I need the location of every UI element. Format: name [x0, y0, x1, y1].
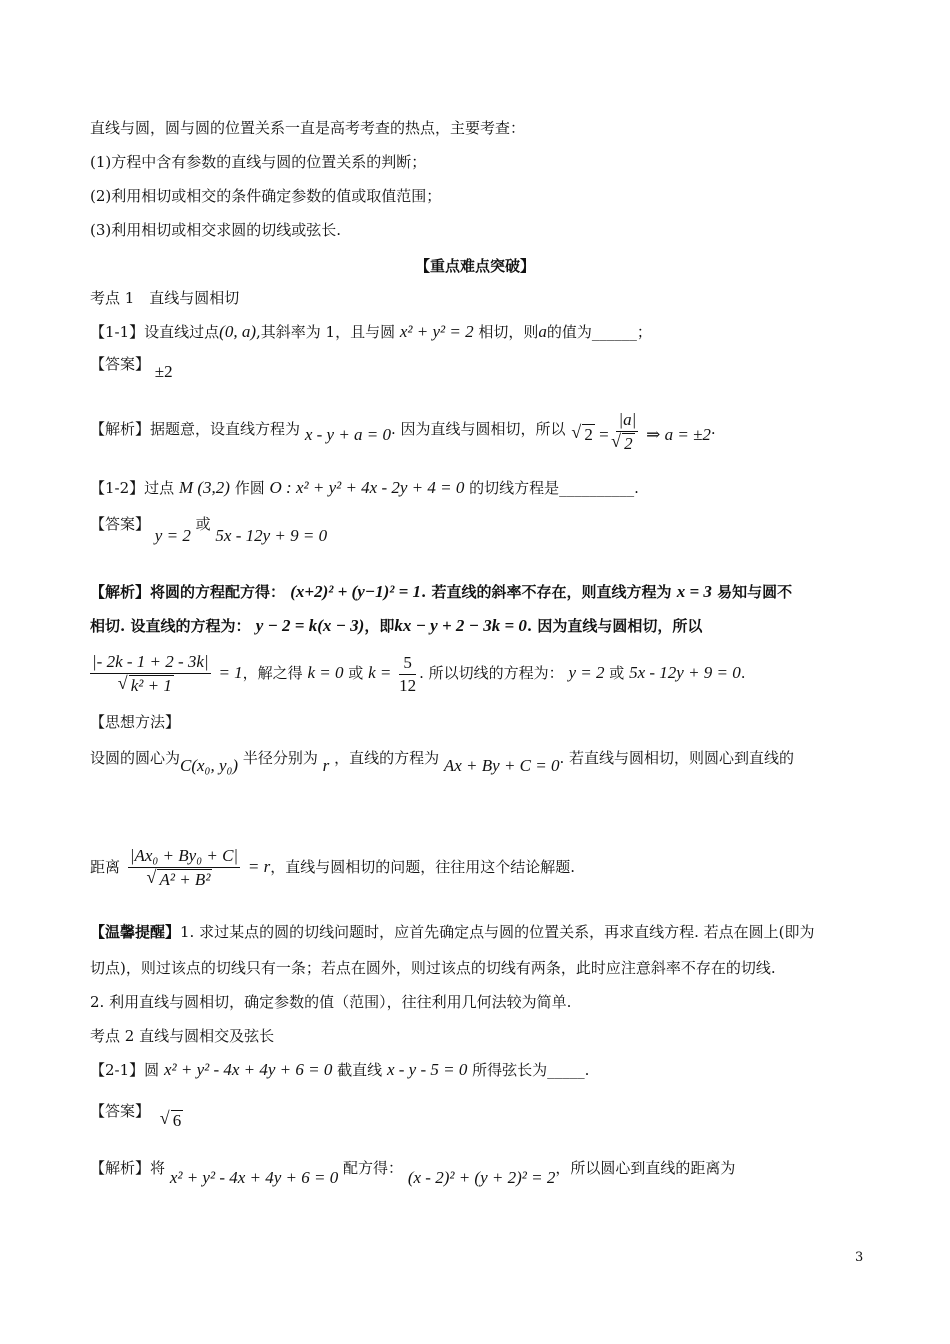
section-title: 【重点难点突破】 — [414, 257, 535, 275]
fraction: |a| √ 2 — [616, 410, 638, 454]
answer-1-2: 【答案】 y = 2 或 5x - 12y + 9 = 0 — [90, 515, 328, 545]
distance-formula: |Ax₀ + By₀ + C| √ A² + B² — [128, 846, 240, 890]
answer-sqrt: √ 6 — [171, 1110, 184, 1131]
question-1-2: 【1-2】过点 M (3,2) 作圆 O : x² + y² + 4x - 2y + 4 = 0 的切线方程是__________. — [90, 478, 639, 497]
answer-2-1: 【答案】 √ 6 — [90, 1100, 183, 1121]
answer-tag: 【答案】 — [90, 355, 151, 373]
explanation-1-2-line-2: 相切. 设直线的方程为： y − 2 = k(x − 3)，即kx − y + 2 − 3k = 0. 因为直线与圆相切，所以 — [90, 616, 703, 635]
explanation-1-2-line-1: 【解析】将圆的方程配方得： (x+2)² + (y−1)² = 1. 若直线的斜率不存在，则直线方程为 x = 3 易知与圆不 — [90, 582, 793, 601]
k-fraction: $\frac{5}{12}$ — [399, 652, 417, 695]
question-2-1: 【2-1】圆 x² + y² - 4x + 4y + 6 = 0 截直线 x - y - 5 = 0 所得弦长为_____. — [90, 1060, 590, 1079]
method-line-2: 距离 |Ax₀ + By₀ + C| √ A² + B² = r，直线与圆相切的问题，往往用这个结论解题. — [90, 846, 575, 890]
explanation-1-1: 【解析】据题意，设直线方程为 x - y + a = 0. 因为直线与圆相切，所以 √ 2 = |a| √ 2 ⇒ a = ±2. — [90, 408, 716, 452]
intro-line-4: (3)利用相切或相交求圆的切线或弦长. — [90, 221, 342, 239]
sqrt-2: √ 2 — [582, 424, 595, 445]
question-1-1: 【1-1】设直线过点(0, a),其斜率为 1，且与圆 x² + y² = 2 相切，则a的值为______； — [90, 322, 652, 341]
tip-line-2: 切点)，则过该点的切线只有一条；若点在圆外，则过该点的切线有两条，此时应注意斜率不存在的切线. — [90, 959, 776, 977]
topic-2-title: 考点 2 直线与圆相交及弦长 — [90, 1027, 275, 1045]
explanation-2-1: 【解析】将 x² + y² - 4x + 4y + 6 = 0 配方得： (x - 2)² + (y + 2)² = 2，所以圆心到直线的距离为 — [90, 1159, 736, 1187]
tip-line-1: 【温馨提醒】1. 求过某点的圆的切线问题时，应首先确定点与圆的位置关系，再求直线方程. 若点在圆上(即为 — [90, 923, 815, 941]
page-number: 3 — [855, 1250, 864, 1265]
answer-1-1: 【答案】 ±2 — [90, 355, 173, 381]
intro-line-3: (2)利用相切或相交的条件确定参数的值或取值范围； — [90, 187, 442, 205]
explanation-tag: 【解析】 — [90, 420, 151, 438]
question-tag: 【1-1】 — [90, 323, 145, 341]
intro-line-1: 直线与圆，圆与圆的位置关系一直是高考考查的热点，主要考查： — [90, 119, 526, 137]
topic-1-title: 考点 1 直线与圆相切 — [90, 289, 240, 307]
tip-line-3: 2. 利用直线与圆相切，确定参数的值（范围），往往利用几何法较为简单. — [90, 993, 572, 1011]
distance-fraction: |- 2k - 1 + 2 - 3k| √ k² + 1 — [90, 652, 211, 696]
explanation-1-2-line-3: |- 2k - 1 + 2 - 3k| √ k² + 1 = 1，解之得 k = 0 或 k = $\frac{5}{12}$ . 所以切线的方程为： y = 2 或 5x - 12y + 9 = 0. — [90, 652, 746, 696]
method-line-1: 设圆的圆心为C(x₀, y₀) 半径分别为 r ，直线的方程为 Ax + By + C = 0. 若直线与圆相切，则圆心到直线的 — [90, 749, 795, 775]
method-tag: 【思想方法】 — [90, 713, 181, 731]
tip-tag: 【温馨提醒】 — [90, 923, 181, 941]
intro-line-2: (1)方程中含有参数的直线与圆的位置关系的判断； — [90, 153, 427, 171]
